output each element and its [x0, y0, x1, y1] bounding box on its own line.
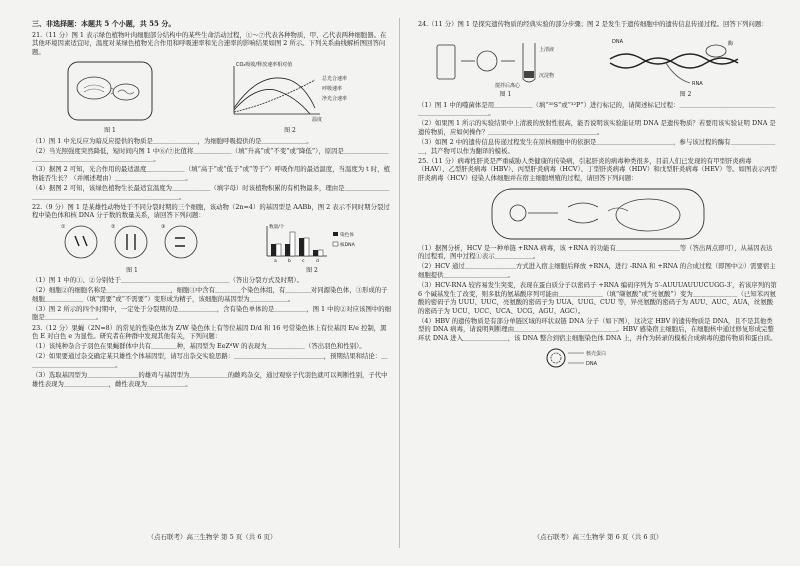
hcv-infection-diagram	[488, 185, 708, 243]
rna-strand	[666, 63, 690, 83]
section-title: 三、非选择题：本题共 5 个小题，共 55 分。	[32, 19, 176, 28]
bar-a-dna	[276, 244, 281, 256]
label-sediment: 沉淀物	[538, 72, 554, 79]
hbv-dna-diagram	[538, 345, 658, 371]
bar-c-dna	[304, 238, 309, 256]
cell-label-2: ②	[111, 223, 116, 230]
cell-2	[115, 226, 147, 258]
legend-dna-label: 核DNA	[340, 242, 355, 248]
chart-title: CO₂吸收/释放速率相对值	[236, 62, 293, 69]
label-supernatant: 上清液	[538, 46, 554, 53]
q24-figure-2	[606, 31, 766, 100]
cristae-lines	[118, 90, 134, 94]
temperature-rate-chart	[220, 58, 360, 124]
chart-x-label: 温度	[312, 117, 323, 124]
question-21-part-3: （3）据图 2 可知，光合作用的最适温度＿＿＿＿＿＿（填“高于”或“低于”或“等于”）呼吸作用的最适温度，当温度为 t 时，植物能否生长？（并阐述理由）＿＿＿＿＿＿＿＿＿＿＿。	[32, 165, 390, 182]
question-24-part-3: （3）如图 2 中的遗传信息传递过程发生在原核细胞中的依据是＿＿＿＿＿＿＿＿＿＿＿＿，参与该过程的酶有＿＿＿＿＿＿＿＿，其产物可以作为翻译的模板。	[418, 138, 776, 155]
chromosome-marks	[75, 234, 185, 250]
legend-net: 净光合速率	[322, 96, 348, 103]
bacterium-with-phage	[477, 51, 497, 71]
partial-single-strand	[551, 353, 561, 363]
legend-chromosome-swatch	[333, 232, 338, 236]
q22-figures	[32, 222, 392, 275]
question-24-part-1: （1）图 1 中的噬菌体是用＿＿＿＿＿＿（填“³⁵S”或“³²P”）进行标记的，请简述标记过程：＿＿＿＿＿＿＿＿＿＿＿＿＿＿＿＿＿＿＿＿＿＿＿＿＿＿。	[418, 100, 776, 118]
nucleus-outline	[616, 199, 680, 231]
question-23-part-3: （3）选取基因型为＿＿＿＿＿＿＿＿的雄鸡与基因型为＿＿＿＿＿＿的雌鸡杂交，通过观察子代羽色就可以判断性别，子代中雄性表现为＿＿＿＿＿＿＿，雌性表现为＿＿＿＿＿＿。	[32, 371, 388, 388]
process-arrows	[528, 203, 598, 223]
q25-figure	[418, 185, 778, 243]
question-25-part-1: （1）据图分析，HCV 是一种单链 +RNA 病毒，该 +RNA 的功能有＿＿＿＿＿＿＿＿＿＿等（答出两点即可），从基因表达的过程看，图中过程①表示＿＿＿＿＿＿。	[418, 243, 773, 261]
question-23-part-1: （1）该纯种杂合子羽色在果蝇群体中共有＿＿＿＿种，基因型为 EeZᵈW 的表现为＿＿＿＿＿＿（答出羽色和性别）。	[32, 342, 366, 351]
q21-fig2-caption: 图 2	[284, 126, 296, 134]
q21-figures	[32, 58, 392, 135]
host-cell-outline	[492, 189, 704, 239]
question-22-part-2: （2）细胞②的细胞名称是＿＿＿＿＿＿＿＿＿＿，细胞③中含有＿＿＿＿个染色体组，有＿＿＿＿对同源染色体，③形成的子细胞＿＿＿＿＿＿（填“需要”或“不需要”）变形成为精子，该细胞的基因型为＿＿＿＿＿＿。	[32, 286, 388, 303]
bar-b-chromosome	[285, 244, 290, 256]
bar-label-d: d	[316, 258, 319, 264]
left-page-footer: （点石联考）高三生物学 第 5 页（共 6 页）	[147, 533, 277, 541]
question-25-stem: 25.（11 分）病毒性肝炎是严重威胁人类健康的传染病，引起肝炎的病毒种类很多，目前人们已发现的有甲型肝炎病毒（HAV）、乙型肝炎病毒（HBV）、丙型肝炎病毒（HCV）、丁型肝炎病毒（HDV）和戊型肝炎病毒（HEV）等。如图表示丙型肝炎病毒（HCV）侵染人体细胞并在宿主细胞增殖的过程，请回答下列问题：	[418, 156, 777, 183]
legend-dna-swatch	[333, 242, 338, 246]
q24-fig1-caption: 图 1	[499, 91, 512, 99]
bar-label-c: c	[302, 258, 305, 264]
cell-1	[65, 226, 97, 258]
dividing-cells-diagram	[57, 222, 207, 264]
legend-respiration: 呼吸速率	[322, 86, 343, 93]
q24-figure-1	[431, 31, 581, 100]
bar-label-b: b	[288, 258, 291, 264]
question-21-stem: 21.（11 分）图 1 表示绿色植物叶肉细胞部分结构中的某些生命活动过程，①～⑦代表各种物质，甲、乙代表两种细胞器。在其他环境因素适宜时，温度对某绿色植物光合作用和呼吸速率和光合速率的影响结果如图 2 所示。下列关系曲线解析图回答问题。	[32, 30, 387, 56]
circular-dna	[547, 349, 565, 367]
label-leaders	[568, 353, 584, 363]
enzyme-shape	[706, 45, 726, 57]
right-exam-page	[418, 20, 778, 540]
thylakoid-lines	[84, 85, 104, 92]
question-24-part-2: （2）如果图 1 所示的实验结果中上清液的放射性很高，能否说明该实验能证明 DNA 是遗传物质？若要用该实验证明 DNA 是遗传物质，应如何操作？＿＿＿＿＿＿＿＿＿＿＿＿＿＿＿＿＿。	[418, 119, 776, 137]
question-23-part-2: （2）如果要通过杂交确定某只雄性个体基因型，请写出杂交实验思路：＿＿＿＿＿＿＿＿＿＿＿＿＿＿，预期结果和结论：＿＿＿＿＿＿＿＿＿＿＿＿＿＿。	[32, 352, 388, 369]
q24-fig2-caption: 图 2	[679, 91, 692, 99]
label-centrifuge: 搅拌后离心	[494, 82, 520, 89]
leaf-cell-diagram	[64, 58, 156, 124]
bar-d-dna	[318, 250, 323, 256]
q22-figure-2	[257, 222, 367, 275]
question-24-stem: 24.（11 分）图 1 是探究遗传物质的经典实验的部分步骤；图 2 是发生于遗传细胞中的遗传信息传递过程。回答下列问题：	[418, 20, 768, 28]
sediment-layer	[524, 71, 534, 78]
q22-fig2-caption: 图 2	[306, 266, 318, 274]
right-page-footer: （点石联考）高三生物学 第 6 页（共 6 页）	[533, 533, 663, 541]
label-hbv-dna: DNA	[586, 360, 598, 367]
question-21-part-4: （4）据图 2 可知，该绿色植物生长最适宜温度为＿＿＿＿＿＿（填字母）时该植物积累的有机物最多，理由是＿＿＿＿＿＿＿＿＿＿＿＿＿＿＿＿＿＿＿＿＿＿＿＿＿＿＿＿＿＿。	[32, 184, 390, 201]
q21-figure-1	[64, 58, 156, 135]
cell-label-1: ①	[61, 223, 66, 230]
legend-total: 总光合速率	[322, 76, 348, 83]
bar-axis-title: 数量/个	[269, 224, 285, 230]
culture-tube	[437, 45, 455, 79]
bar-b-dna	[290, 232, 295, 256]
question-25-part-3: （3）HCV-RNA 较容易发生突变，表现在蛋白质分子以密码子 +RNA 编码序列为 5′-AUUUAUUUCUGG-3′，若该序列的第 6 个碱基发生了改变，则多肽的氨基酸序列可能由＿＿＿＿＿＿＿（填“缬氨酸”或“亮氨酸”）变为＿＿＿＿＿＿＿（已知苯丙氨酸的密码子为 UUU、UUC，亮氨酸的密码子为 UUA、UUG、CUU 等，异亮氨酸的密码子为 AUU、AUC、AUA，丝氨酸的密码子为 UCU、UCC、UCA、UCG、AGU、AGC）。	[418, 281, 777, 315]
question-21-part-1: （1）图 1 中光反应为暗反应提供的物质是＿＿＿＿＿＿＿，为细胞呼吸提供的是＿＿＿＿＿＿＿。	[32, 136, 313, 145]
question-22-part-3: （3）图 2 所示的四个时期中，一定处于分裂期的是＿＿＿＿＿＿，含有染色单体的是＿＿＿＿＿，图 1 中的②对应该图中的细胞是＿＿＿＿＿＿＿＿。	[32, 304, 392, 322]
q24-figures	[418, 31, 778, 100]
question-23-stem: 23.（12 分）果蝇（2N=8）的常见的性染色体为 Z/W 染色体上有等位基因 D/d 和 16 号常染色体上有位基因 E/e 控制，黑色 E 对白色 e 为显性。研究者在种群中发现其他有关，下列问题：	[32, 323, 387, 341]
label-dna: DNA	[611, 38, 623, 45]
q22-fig1-caption: 图 1	[126, 266, 138, 274]
cell-3	[165, 226, 197, 258]
cell-label-3: ③	[161, 223, 166, 230]
question-25-part-4: （4）HBV 的遗传物质是有部分单链区域的环状双链 DNA 分子（如下图），这决定 HBV 的遗传物质是 DNA，且不是其他类型的 DNA 病毒，请说明判断理由＿＿＿＿＿＿＿＿＿＿＿＿＿＿＿＿。HBV 感染宿主细胞后，在细胞核中通过修复形成完整环状 DNA 进入＿＿＿＿＿＿＿，该 DNA 整合到宿主细胞染色体 DNA 上，并作为转录的模板合成病毒的遗传物质和蛋白质。	[418, 316, 777, 343]
question-21-part-2: （2）当光照强度突然降低，短时间内图 1 中⑥/⑦比值将＿＿＿＿＿＿（填“升高”或“不变”或“降低”），原因是＿＿＿＿＿＿＿＿＿＿＿＿＿＿＿＿＿＿＿＿＿＿＿＿＿＿。	[32, 146, 389, 164]
respiration-curve	[234, 80, 315, 112]
question-22-stem: 22.（9 分）图 1 是某雄性动物处于不同分裂时期的三个细胞，该动物（2n=4）的基因型是 AABb，图 2 表示不同时期分裂过程中染色体和核 DNA 分子数的数量关系，请回答下列问题：	[32, 202, 390, 220]
total-photosynthesis-curve	[234, 78, 315, 108]
bar-label-a: a	[274, 258, 277, 264]
bar-c-chromosome	[299, 238, 304, 256]
page-divider	[399, 18, 400, 548]
q21-figure-2	[220, 58, 360, 135]
virus-particle	[510, 205, 526, 221]
net-photosynthesis-curve	[234, 90, 310, 115]
chloroplast-shape	[77, 77, 111, 99]
label-capsid: 核壳蛋白	[586, 350, 607, 357]
phage-experiment-diagram	[431, 31, 581, 89]
q22-figure-1	[57, 222, 207, 275]
chromosome-dna-bar-chart	[257, 222, 367, 264]
left-exam-page	[32, 20, 392, 540]
question-22-part-1: （1）图 1 中的①、②分别处于＿＿＿＿＿＿＿＿＿＿＿＿＿＿＿＿＿（答出分裂方式及时期）。	[32, 276, 304, 285]
bar-a-chromosome	[271, 244, 276, 256]
transcription-translation-diagram	[606, 31, 766, 89]
question-25-part-2: （2）HCV 通过＿＿＿＿＿＿＿＿方式进入宿主细胞后释放 +RNA，进行 -RNA 和 +RNA 的合成过程（即图中②）需要宿主细胞提供＿＿＿＿＿＿＿＿＿＿。	[418, 262, 776, 279]
legend-chromosome-label: 染色体	[340, 232, 354, 238]
hbv-dna-figure	[418, 345, 778, 371]
q21-fig1-caption: 图 1	[104, 126, 116, 134]
label-enzyme: 酶	[727, 40, 733, 47]
label-rna: RNA	[691, 80, 703, 87]
bar-d-chromosome	[313, 250, 318, 256]
